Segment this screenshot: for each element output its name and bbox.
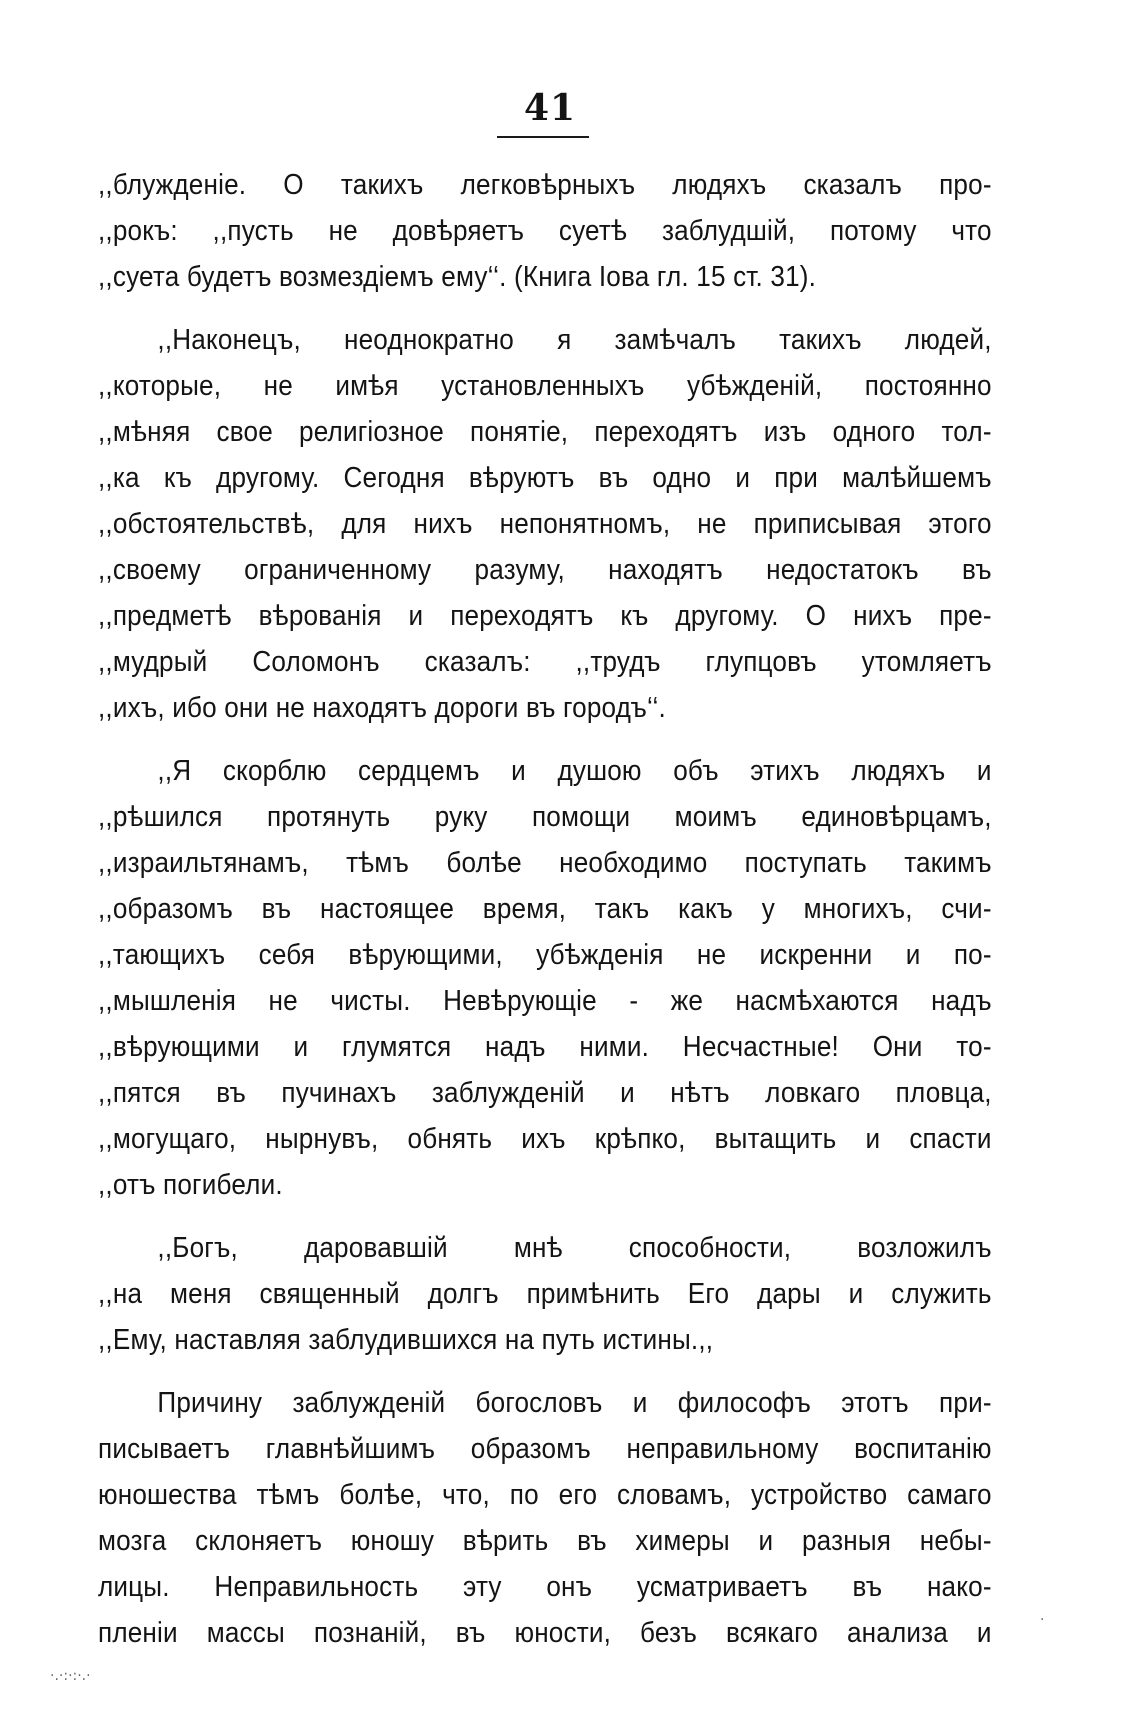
text-line: ,,Ему, наставляя заблудившихся на путь истины.,, xyxy=(98,1324,714,1356)
page-number-rule xyxy=(497,136,589,138)
text-line: писываетъ главнѣйшимъ образомъ неправильному воспитанію xyxy=(98,1433,992,1465)
text-line: ,,блужденіе. О такихъ легковѣрныхъ людяхъ сказалъ про- xyxy=(98,169,992,201)
page-number-container xyxy=(500,88,600,128)
text-line: ,,предметѣ вѣрованія и переходятъ къ другому. О нихъ пре- xyxy=(98,600,992,632)
body-text xyxy=(98,162,992,1673)
text-line: ,,Я скорблю сердцемъ и душою объ этихъ людяхъ и xyxy=(157,755,992,787)
text-line: ,,которые, не имѣя установленныхъ убѣжденій, постоянно xyxy=(98,370,992,402)
text-line: Причину заблужденій богословъ и философъ этотъ при- xyxy=(157,1387,992,1419)
text-line: ,,Богъ, даровавшій мнѣ способности, возложилъ xyxy=(157,1232,992,1264)
text-line: ,,тающихъ себя вѣрующими, убѣжденія не искренни и по- xyxy=(98,939,992,971)
print-speck: · xyxy=(1040,1612,1045,1628)
text-line: ,,ка къ другому. Сегодня вѣруютъ въ одно и при малѣйшемъ xyxy=(98,462,992,494)
print-speck: ·.·:·:·.· xyxy=(50,1668,91,1684)
text-line: ,,могущаго, нырнувъ, обнять ихъ крѣпко, вытащить и спасти xyxy=(98,1123,992,1155)
text-line: ,,отъ погибели. xyxy=(98,1169,283,1201)
text-line: ,,рѣшился протянуть руку помощи моимъ единовѣрцамъ, xyxy=(98,801,992,833)
text-line: ,,мудрый Соломонъ сказалъ: ,,трудъ глупцовъ утомляетъ xyxy=(98,646,992,678)
page-number: 41 xyxy=(523,87,577,129)
paragraph-2 xyxy=(98,317,992,731)
paragraph-4 xyxy=(98,1225,992,1363)
text-line: ,,обстоятельствѣ, для нихъ непонятномъ, не приписывая этого xyxy=(98,508,992,540)
paragraph-5 xyxy=(98,1380,992,1656)
text-line: ,,своему ограниченному разуму, находятъ недостатокъ въ xyxy=(98,554,992,586)
text-line: ,,вѣрующими и глумятся надъ ними. Несчастные! Они то- xyxy=(98,1031,992,1063)
paragraph-1 xyxy=(98,162,992,300)
text-line: ,,Наконецъ, неоднократно я замѣчалъ такихъ людей, xyxy=(157,324,992,356)
text-line: ,,израильтянамъ, тѣмъ болѣе необходимо поступать такимъ xyxy=(98,847,992,879)
text-line: пленіи массы познаній, въ юности, безъ всякаго анализа и xyxy=(98,1617,992,1649)
text-line: ,,на меня священный долгъ примѣнить Его дары и служить xyxy=(98,1278,992,1310)
text-line: мозга склоняетъ юношу вѣрить въ химеры и разныя небы- xyxy=(98,1525,992,1557)
text-line: ,,мышленія не чисты. Невѣрующіе - же насмѣхаются надъ xyxy=(98,985,992,1017)
text-line: ,,ихъ, ибо они не находятъ дороги въ городъ‘‘. xyxy=(98,692,666,724)
text-line: ,,мѣняя свое религіозное понятіе, переходятъ изъ одного тол- xyxy=(98,416,992,448)
text-line: лицы. Неправильность эту онъ усматриваетъ въ нако- xyxy=(98,1571,992,1603)
text-line: ,,суета будетъ возмездіемъ ему‘‘. (Книга Іова гл. 15 ст. 31). xyxy=(98,261,817,293)
text-line: ,,рокъ: ,,пусть не довѣряетъ суетѣ заблудшій, потому что xyxy=(98,215,992,247)
text-line: ,,образомъ въ настоящее время, такъ какъ у многихъ, счи- xyxy=(98,893,992,925)
text-line: юношества тѣмъ болѣе, что, по его словамъ, устройство самаго xyxy=(98,1479,992,1511)
paragraph-3 xyxy=(98,748,992,1208)
text-line: ,,пятся въ пучинахъ заблужденій и нѣтъ ловкаго пловца, xyxy=(98,1077,992,1109)
